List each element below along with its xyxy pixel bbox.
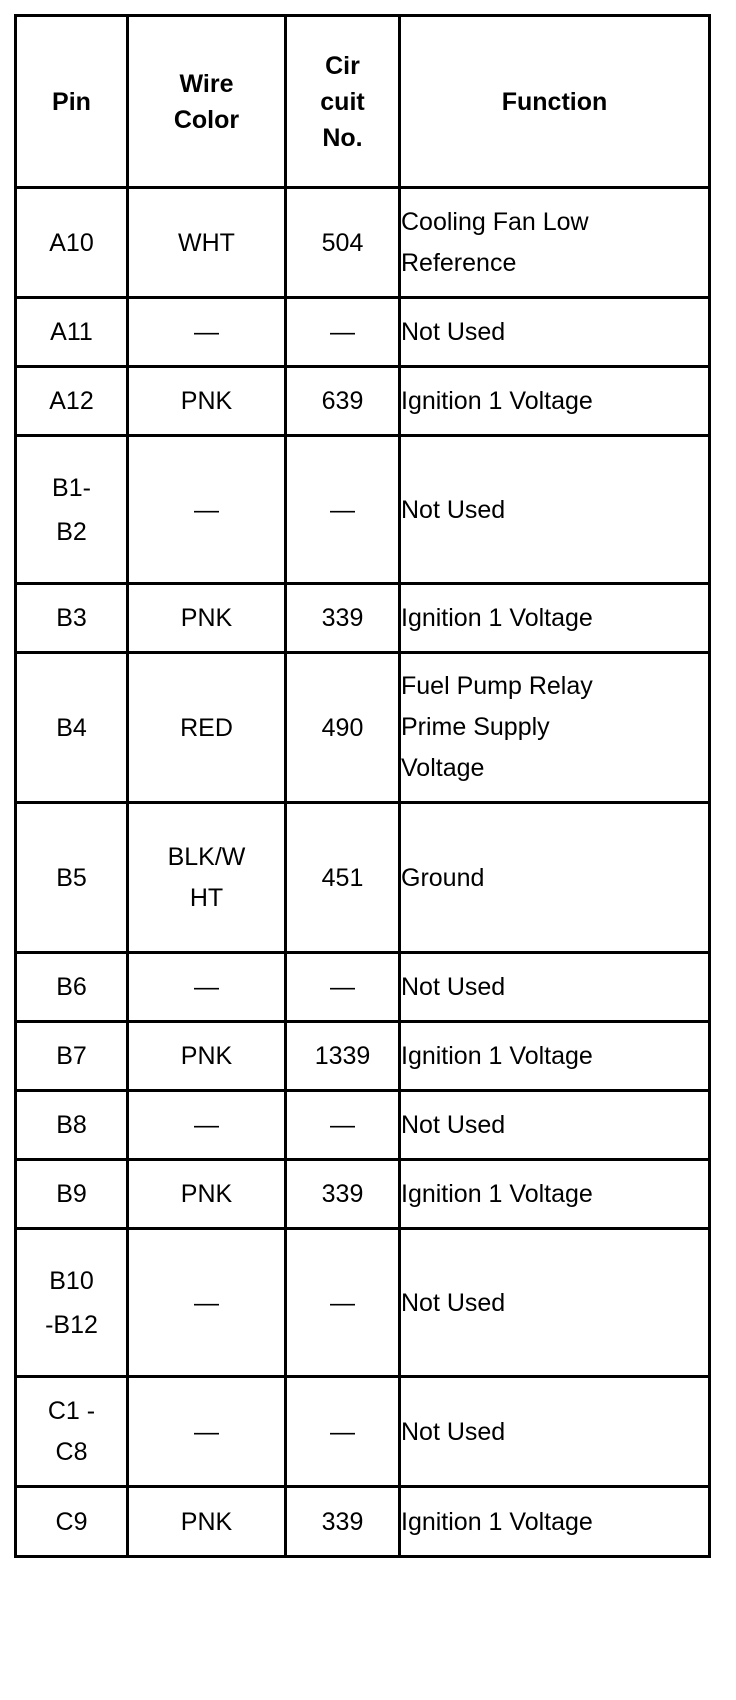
circuit-cell: 504 [286, 188, 400, 298]
function-cell: Ignition 1 Voltage [400, 1022, 710, 1091]
table-row [16, 653, 710, 803]
connector-pinout-table [14, 14, 711, 1558]
pin-cell: B10 -B12 [16, 1229, 128, 1377]
wire-color-cell: BLK/W HT [128, 803, 286, 953]
wire-color-cell: WHT [128, 188, 286, 298]
pin-cell: B5 [16, 803, 128, 953]
function-cell: Ignition 1 Voltage [400, 584, 710, 653]
pin-cell: A12 [16, 367, 128, 436]
function-cell: Not Used [400, 1091, 710, 1160]
function-cell: Fuel Pump Relay Prime Supply Voltage [400, 653, 710, 803]
table-row [16, 1377, 710, 1487]
circuit-cell: 1339 [286, 1022, 400, 1091]
table-row [16, 1160, 710, 1229]
function-cell: Not Used [400, 436, 710, 584]
header-pin: Pin [16, 16, 128, 188]
header-function: Function [400, 16, 710, 188]
wire-color-cell: — [128, 1229, 286, 1377]
wire-color-cell: PNK [128, 584, 286, 653]
wire-color-cell: PNK [128, 1487, 286, 1557]
wire-color-cell: PNK [128, 1022, 286, 1091]
function-cell: Ignition 1 Voltage [400, 367, 710, 436]
wire-color-cell: — [128, 953, 286, 1022]
pin-cell: C9 [16, 1487, 128, 1557]
wire-color-cell: PNK [128, 367, 286, 436]
table-row [16, 1229, 710, 1377]
table-row [16, 188, 710, 298]
function-cell: Cooling Fan Low Reference [400, 188, 710, 298]
table-row [16, 584, 710, 653]
pin-cell: B7 [16, 1022, 128, 1091]
wire-color-cell: — [128, 298, 286, 367]
function-cell: Ignition 1 Voltage [400, 1160, 710, 1229]
table-row [16, 803, 710, 953]
table-row [16, 1487, 710, 1557]
wire-color-cell: — [128, 1091, 286, 1160]
header-wire-color: Wire Color [128, 16, 286, 188]
function-cell: Ignition 1 Voltage [400, 1487, 710, 1557]
pin-cell: B4 [16, 653, 128, 803]
pin-cell: B3 [16, 584, 128, 653]
function-cell: Not Used [400, 1229, 710, 1377]
pin-cell: A11 [16, 298, 128, 367]
pin-cell: B8 [16, 1091, 128, 1160]
circuit-cell: 339 [286, 1487, 400, 1557]
pin-cell: A10 [16, 188, 128, 298]
pin-cell: B9 [16, 1160, 128, 1229]
table-row [16, 953, 710, 1022]
wire-color-cell: — [128, 1377, 286, 1487]
circuit-cell: 490 [286, 653, 400, 803]
header-circuit-no: Cir cuit No. [286, 16, 400, 188]
circuit-cell: 339 [286, 584, 400, 653]
function-cell: Not Used [400, 1377, 710, 1487]
circuit-cell: — [286, 1229, 400, 1377]
table-row [16, 298, 710, 367]
table-row [16, 1091, 710, 1160]
function-cell: Ground [400, 803, 710, 953]
circuit-cell: — [286, 953, 400, 1022]
pin-cell: B1- B2 [16, 436, 128, 584]
header-row [16, 16, 710, 188]
wire-color-cell: RED [128, 653, 286, 803]
table-row [16, 367, 710, 436]
circuit-cell: 339 [286, 1160, 400, 1229]
circuit-cell: — [286, 298, 400, 367]
circuit-cell: — [286, 436, 400, 584]
function-cell: Not Used [400, 298, 710, 367]
wire-color-cell: — [128, 436, 286, 584]
circuit-cell: 451 [286, 803, 400, 953]
table-row [16, 436, 710, 584]
pin-cell: C1 - C8 [16, 1377, 128, 1487]
table-row [16, 1022, 710, 1091]
circuit-cell: — [286, 1377, 400, 1487]
wire-color-cell: PNK [128, 1160, 286, 1229]
circuit-cell: 639 [286, 367, 400, 436]
function-cell: Not Used [400, 953, 710, 1022]
pin-cell: B6 [16, 953, 128, 1022]
circuit-cell: — [286, 1091, 400, 1160]
